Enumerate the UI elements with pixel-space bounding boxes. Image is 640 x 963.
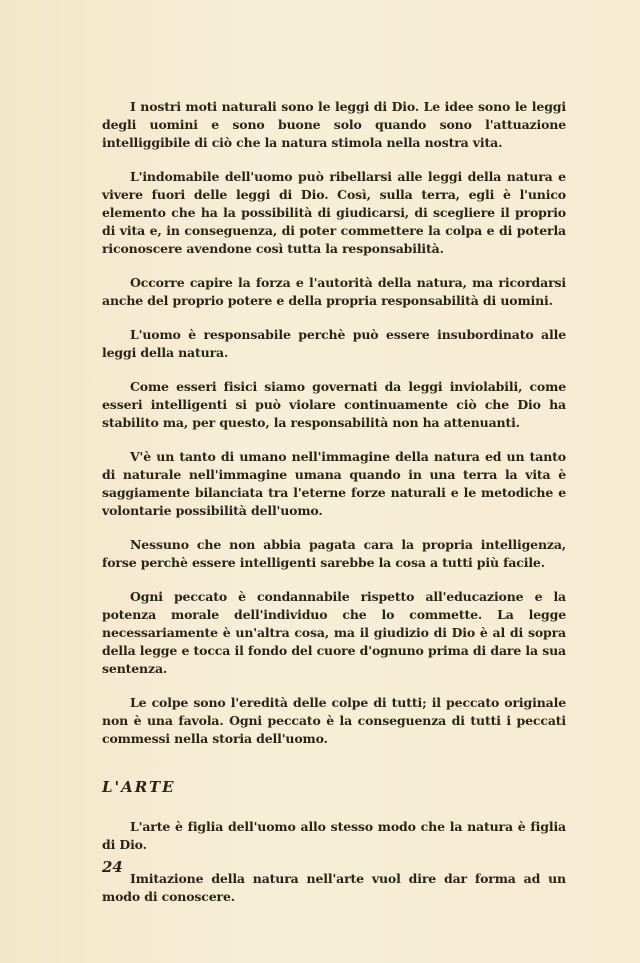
paragraph: Le colpe sono l'eredità delle colpe di tutti; il peccato originale non è una favola. Ogni peccato è la conseguenza di tutti i peccati commessi nella storia dell'uomo. — [102, 695, 566, 746]
paragraph: V'è un tanto di umano nell'immagine della natura ed un tanto di naturale nell'immagine umana quando in una terra la vita è saggiamente bilanciata tra l'eterne forze naturali e le metodiche e volontarie possibilità dell'uomo. — [102, 449, 566, 518]
paragraph: Imitazione della natura nell'arte vuol dire dar forma ad un modo di conoscere. — [102, 871, 566, 904]
paragraph: Occorre capire la forza e l'autorità della natura, ma ricordarsi anche del proprio potere e della propria responsabilità di uomini. — [102, 275, 566, 308]
page-number: 24 — [102, 858, 123, 876]
section-title: L'ARTE — [102, 778, 176, 796]
paragraph: Nessuno che non abbia pagata cara la propria intelligenza, forse perchè essere intelligenti sarebbe la cosa a tutti più facile. — [102, 537, 566, 570]
paragraph: L'arte è figlia dell'uomo allo stesso modo che la natura è figlia di Dio. — [102, 819, 566, 852]
paragraph: L'indomabile dell'uomo può ribellarsi alle leggi della natura e vivere fuori delle leggi di Dio. Così, sulla terra, egli è l'unico elemento che ha la possibilità di giudicarsi, di scegliere il proprio di vita e, in conseguenza, di poter commettere la colpa e di poterla riconoscere avendone così tutta la responsabilità. — [102, 169, 566, 256]
page-body — [102, 98, 566, 922]
paragraph: I nostri moti naturali sono le leggi di Dio. Le idee sono le leggi degli uomini e sono buone solo quando sono l'attuazione intelliggibile di ciò che la natura stimola nella nostra vita. — [102, 99, 566, 150]
paragraph: L'uomo è responsabile perchè può essere insubordinato alle leggi della natura. — [102, 327, 566, 360]
paragraph: Ogni peccato è condannabile rispetto all'educazione e la potenza morale dell'individuo che lo commette. La legge necessariamente è un'altra cosa, ma il giudizio di Dio è al di sopra della legge e tocca il fondo del cuore d'ognuno prima di dare la sua sentenza. — [102, 589, 566, 676]
paragraph: Come esseri fisici siamo governati da leggi inviolabili, come esseri intelligenti si può violare continuamente ciò che Dio ha stabilito ma, per questo, la responsabilità non ha attenuanti. — [102, 379, 566, 430]
